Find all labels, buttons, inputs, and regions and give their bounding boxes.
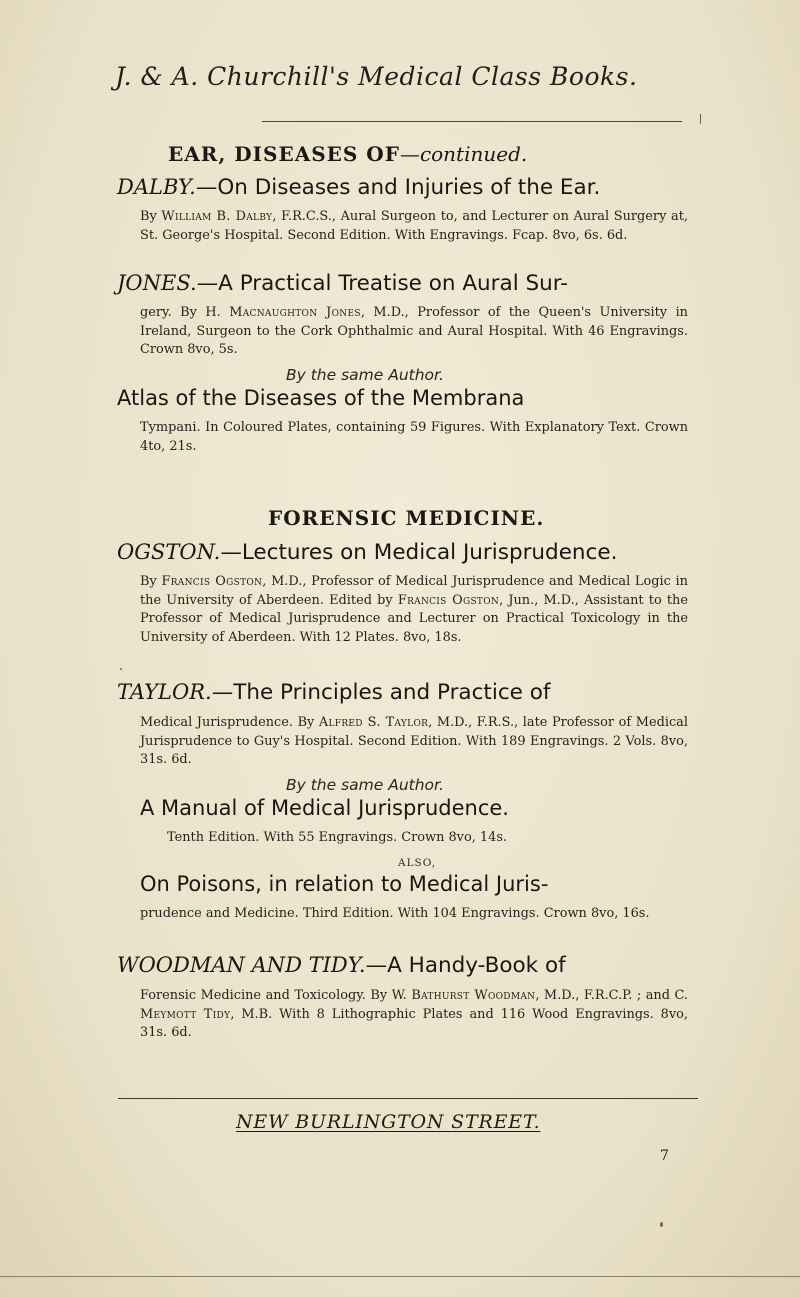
entry-heading-woodman (117, 953, 566, 978)
tidy-author-name: Meymott Tidy (140, 1006, 231, 1022)
taylor-details-b: , M.D., F.R.S., late Professor of Medical Jurisprudence to Guy's Hospital. Second Edition. With 189 Engravings. 2 Vols. 8vo, 31s. 6d. (140, 715, 688, 768)
entry-title-ogston: —Lectures on Medical Jurisprudence. (220, 540, 618, 565)
same-author-note-taylor: By the same Author. (286, 776, 444, 794)
also-label: ALSO, (398, 857, 437, 869)
ogston-details-a: , M.D., Professor of Medical Jurisprudence and Medical Logic in the University of Aberdeen. Edited by (140, 574, 688, 608)
entry-title-jones: —A Practical Treatise on Aural Sur- (196, 271, 569, 296)
section-heading-forensic: FORENSIC MEDICINE. (268, 506, 545, 530)
entry-description-woodman (140, 987, 688, 1043)
woodman-details-a: Forensic Medicine and Toxicology. By W. (140, 988, 407, 1003)
manual-title: A Manual of Medical Jurisprudence. (140, 796, 509, 820)
entry-heading-taylor (117, 680, 550, 705)
entry-author-dalby: DALBY. (117, 175, 196, 199)
taylor-details-a: Medical Jurisprudence. By (140, 715, 315, 730)
entry-description-ogston (140, 573, 688, 647)
woodman-details-b: , M.D., F.R.C.P. ; and C. (535, 988, 688, 1003)
jones-by: gery. By H. (140, 305, 221, 320)
entry-author-ogston: OGSTON. (117, 540, 221, 564)
entry-title-woodman: —A Handy-Book of (365, 953, 566, 978)
same-author-note-jones: By the same Author. (286, 366, 444, 384)
ogston-details-b: , Jun., M.D., Assistant to the Professor of Medical Jurisprudence and Lecturer on Practical Toxicology in the University of Aberdeen. With 12 Plates. 8vo, 18s. (140, 592, 688, 645)
entry-author-taylor: TAYLOR. (117, 680, 212, 704)
jones-details: , M.D., Professor of the Queen's University in Ireland, Surgeon to the Cork Ophthalmic and Aural Hospital. With 46 Engravings. Crown 8vo, 5s. (140, 305, 688, 358)
entry-author-woodman: WOODMAN AND TIDY. (117, 953, 366, 977)
dalby-by: By (140, 209, 157, 224)
section-heading-ear (168, 142, 527, 166)
entry-heading-jones (117, 271, 568, 296)
ogston-by: By (140, 574, 157, 589)
page-edge-line (0, 1276, 800, 1277)
entry-description-jones (140, 304, 688, 360)
jones-author-name: Macnaughton Jones (229, 305, 361, 320)
dalby-author-name: William B. Dalby (161, 209, 273, 224)
woodman-author-name: Bathurst Woodman (411, 988, 536, 1003)
header-rule-mark (700, 114, 701, 124)
taylor-author-name: Alfred S. Taylor (318, 715, 429, 730)
atlas-description: Tympani. In Coloured Plates, containing 59 Figures. With Explanatory Text. Crown 4to, 21s. (140, 420, 688, 454)
running-header: J. & A. Churchill's Medical Class Books. (115, 62, 638, 91)
page-number: 7 (660, 1148, 669, 1164)
poisons-title: On Poisons, in relation to Medical Juris- (140, 872, 549, 896)
ogston-editor-name: Francis Ogston (397, 592, 500, 608)
entry-title-dalby: —On Diseases and Injuries of the Ear. (195, 175, 601, 200)
entry-description-taylor (140, 714, 688, 770)
entry-description-dalby (140, 208, 688, 245)
entry-title-taylor: —The Principles and Practice of (211, 680, 551, 705)
ogston-author-name: Francis Ogston (161, 574, 263, 589)
entry-heading-ogston (117, 540, 617, 565)
footer-street: NEW BURLINGTON STREET. (236, 1111, 541, 1133)
section-heading-ear-text: EAR, DISEASES OF (168, 142, 400, 166)
entry-heading-dalby (117, 175, 600, 200)
dalby-details: , F.R.C.S., Aural Surgeon to, and Lecturer on Aural Surgery at, St. George's Hospital. Second Edition. With Engravings. Fcap. 8vo, 6s. 6d. (140, 209, 688, 243)
section-heading-ear-continued: —continued. (399, 142, 528, 166)
manual-description: Tenth Edition. With 55 Engravings. Crown 8vo, 14s. (167, 830, 508, 845)
header-rule (262, 121, 682, 122)
paper-speck (660, 1222, 663, 1227)
woodman-details-c: , M.B. With 8 Lithographic Plates and 116 Wood Engravings. 8vo, 31s. 6d. (140, 1006, 688, 1041)
atlas-title: Atlas of the Diseases of the Membrana (117, 386, 525, 410)
poisons-description: prudence and Medicine. Third Edition. With 104 Engravings. Crown 8vo, 16s. (140, 906, 650, 921)
paper-speck (120, 668, 122, 670)
entry-author-jones: JONES. (117, 271, 197, 295)
footer-rule (118, 1098, 698, 1099)
